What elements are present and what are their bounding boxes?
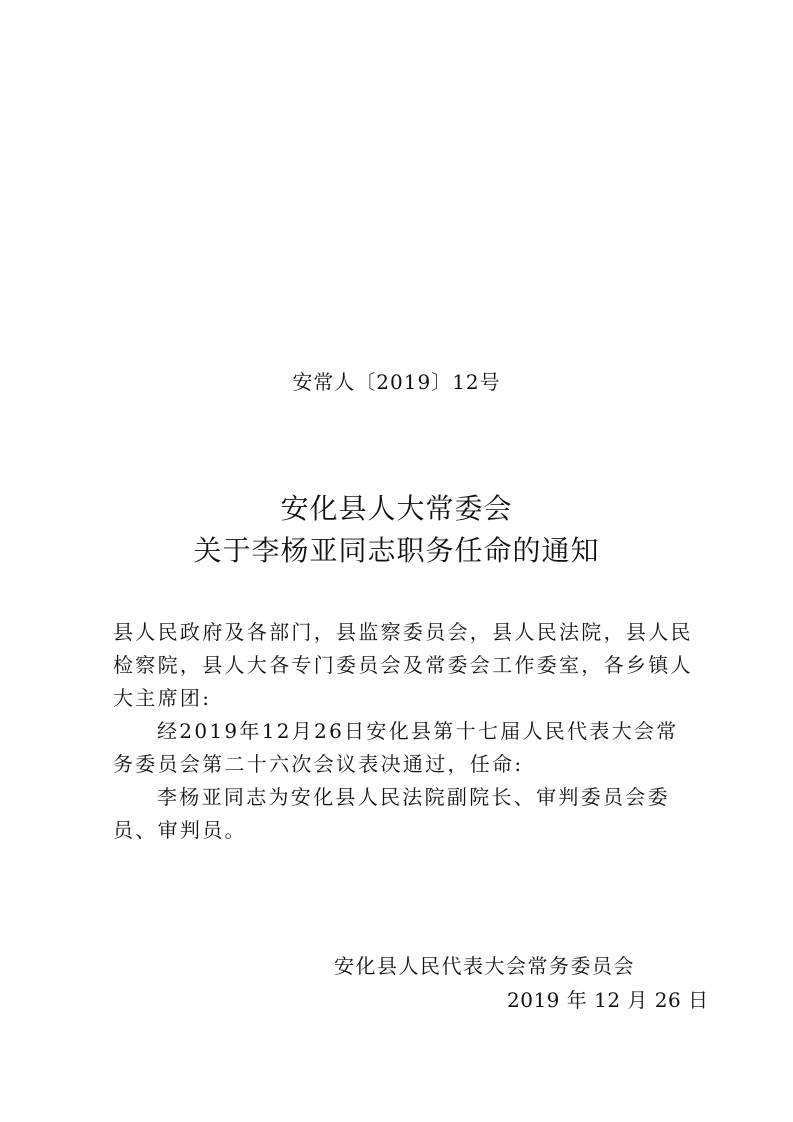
document-body xyxy=(113,616,693,847)
resolution-paragraph: 经2019年12月26日安化县第十七届人民代表大会常务委员会第二十六次会议表决通过，任命: xyxy=(113,719,679,776)
title-line-1: 安化县人大常委会 xyxy=(280,492,513,525)
document-title xyxy=(0,488,793,572)
addressee-paragraph: 县人民政府及各部门，县监察委员会，县人民法院，县人民检察院，县人大各专门委员会及常委会工作委室，各乡镇人大主席团: xyxy=(113,620,693,710)
title-line-2: 关于李杨亚同志职务任命的通知 xyxy=(193,534,600,567)
appointment-paragraph: 李杨亚同志为安化县人民法院副院长、审判委员会委员、审判员。 xyxy=(113,785,670,842)
signature-organization: 安化县人民代表大会常务委员会 xyxy=(334,954,635,978)
signature-date: 2019 年 12 月 26 日 xyxy=(507,988,709,1012)
document-number: 安常人〔2019〕12号 xyxy=(292,370,501,394)
